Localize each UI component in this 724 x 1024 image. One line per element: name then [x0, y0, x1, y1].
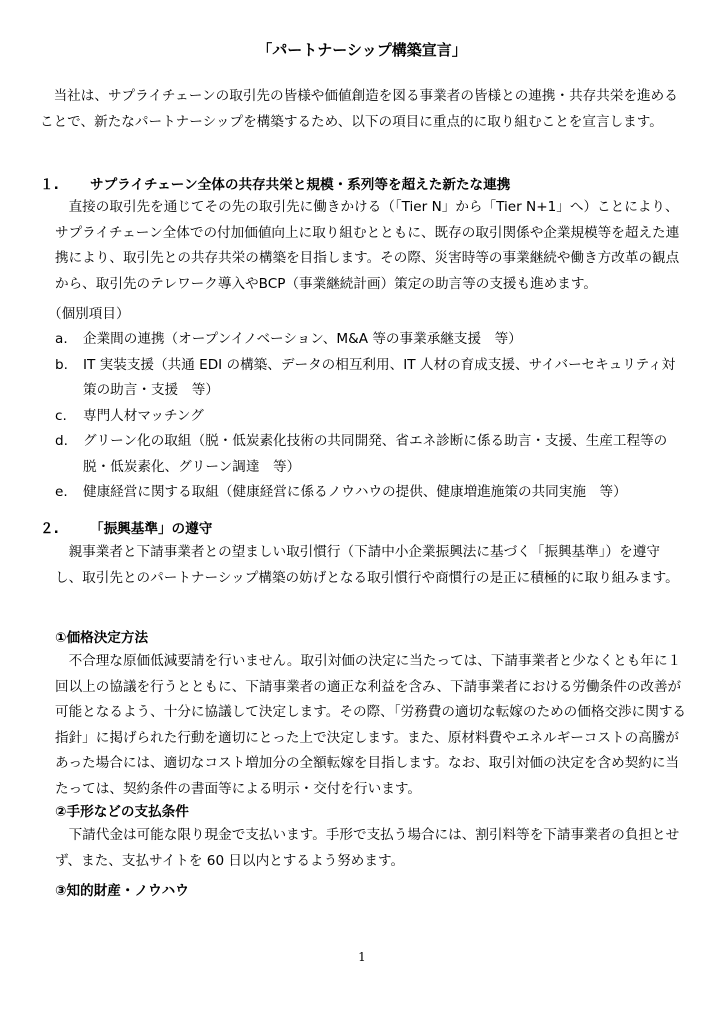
item-text: グリーン化の取組（脱・低炭素化技術の共同開発、省エネ診断に係る助言・支援、生産工程等の脱・低炭素化、グリーン調達 等）	[83, 433, 668, 475]
item-marker: b.	[55, 356, 68, 373]
subsection-ip-heading: ③知的財産・ノウハウ	[55, 883, 189, 899]
list-item	[55, 429, 686, 480]
section-1-body: 直接の取引先を通じてその先の取引先に働きかける（「Tier N」から「Tier N+1」へ）ことにより、サプライチェーン全体での付加価値向上に取り組むとともに、既存の取引関係や企業規模等を超えた連携により、取引先との共存共栄の構築を目指します。その際、災害時等の事業継続や働き方改革の観点から、取引先のテレワーク導入やBCP（事業継続計画）策定の助言等の支援も進めます。	[55, 199, 680, 292]
items-label: （個別項目）	[48, 306, 130, 322]
subsection-payment-body: 下請代金は可能な限り現金で支払います。手形で支払う場合には、割引料等を下請事業者の負担とせず、また、支払サイトを 60 日以内とするよう努めます。	[55, 827, 680, 869]
item-text: 専門人材マッチング	[83, 407, 204, 424]
item-marker: d.	[55, 433, 68, 449]
subsection-price-body: 不合理な原価低減要請を行いません。取引対価の決定に当たっては、下請事業者と少なくとも年に１回以上の協議を行うとともに、下請事業者の適正な利益を含み、下請事業者における労働条件の改善が可能となるよう、十分に協議して決定します。その際、「労務費の適切な転嫁のための価格交渉に関する指針」に掲げられた行動を適切にとった上で決定します。また、原材料費やエネルギーコストの高騰があった場合には、適切なコスト増加分の全額転嫁を目指します。なお、取引対価の決定を含め契約に当たっては、契約条件の書面等による明示・交付を行います。	[55, 653, 687, 797]
list-item	[55, 327, 686, 353]
item-marker: c.	[55, 407, 67, 424]
item-marker: e.	[55, 484, 68, 500]
section-2-number: ２.	[40, 521, 59, 537]
section-1-title: サプライチェーン全体の共存共栄と規模・系列等を超えた新たな連携	[90, 177, 511, 193]
section-2-heading	[40, 518, 212, 540]
intro-paragraph: 当社は、サプライチェーンの取引先の皆様や価値創造を図る事業者の皆様との連携・共存共栄を進めることで、新たなパートナーシップを構築するため、以下の項目に重点的に取り組むことを宣言します。	[40, 88, 678, 130]
subsection-payment-heading: ②手形などの支払条件	[55, 804, 189, 820]
list-item	[55, 353, 686, 404]
item-text: 健康経営に関する取組（健康経営に係るノウハウの提供、健康増進施策の共同実施 等）	[83, 484, 627, 500]
subsection-price-heading: ①価格決定方法	[55, 630, 149, 646]
individual-items-list	[55, 327, 686, 506]
document-title: 「パートナーシップ構築宣言」	[257, 41, 467, 59]
section-1-heading	[40, 174, 510, 196]
item-marker: a.	[55, 331, 68, 347]
list-item	[55, 404, 686, 430]
section-1-number: １.	[40, 177, 59, 193]
section-2-title: 「振興基準」の遵守	[90, 521, 213, 537]
item-text: IT 実装支援（共通 EDI の構築、データの相互利用、IT 人材の育成支援、サイバーセキュリティ対策の助言・支援 等）	[83, 356, 676, 398]
item-text: 企業間の連携（オープンイノベーション、M&A 等の事業承継支援 等）	[83, 331, 522, 347]
list-item	[55, 480, 686, 506]
page-number: 1	[358, 950, 366, 964]
section-2-body: 親事業者と下請事業者との望ましい取引慣行（下請中小企業振興法に基づく「振興基準」）を遵守し、取引先とのパートナーシップ構築の妨げとなる取引慣行や商慣行の是正に積極的に取り組みます。	[55, 544, 679, 586]
